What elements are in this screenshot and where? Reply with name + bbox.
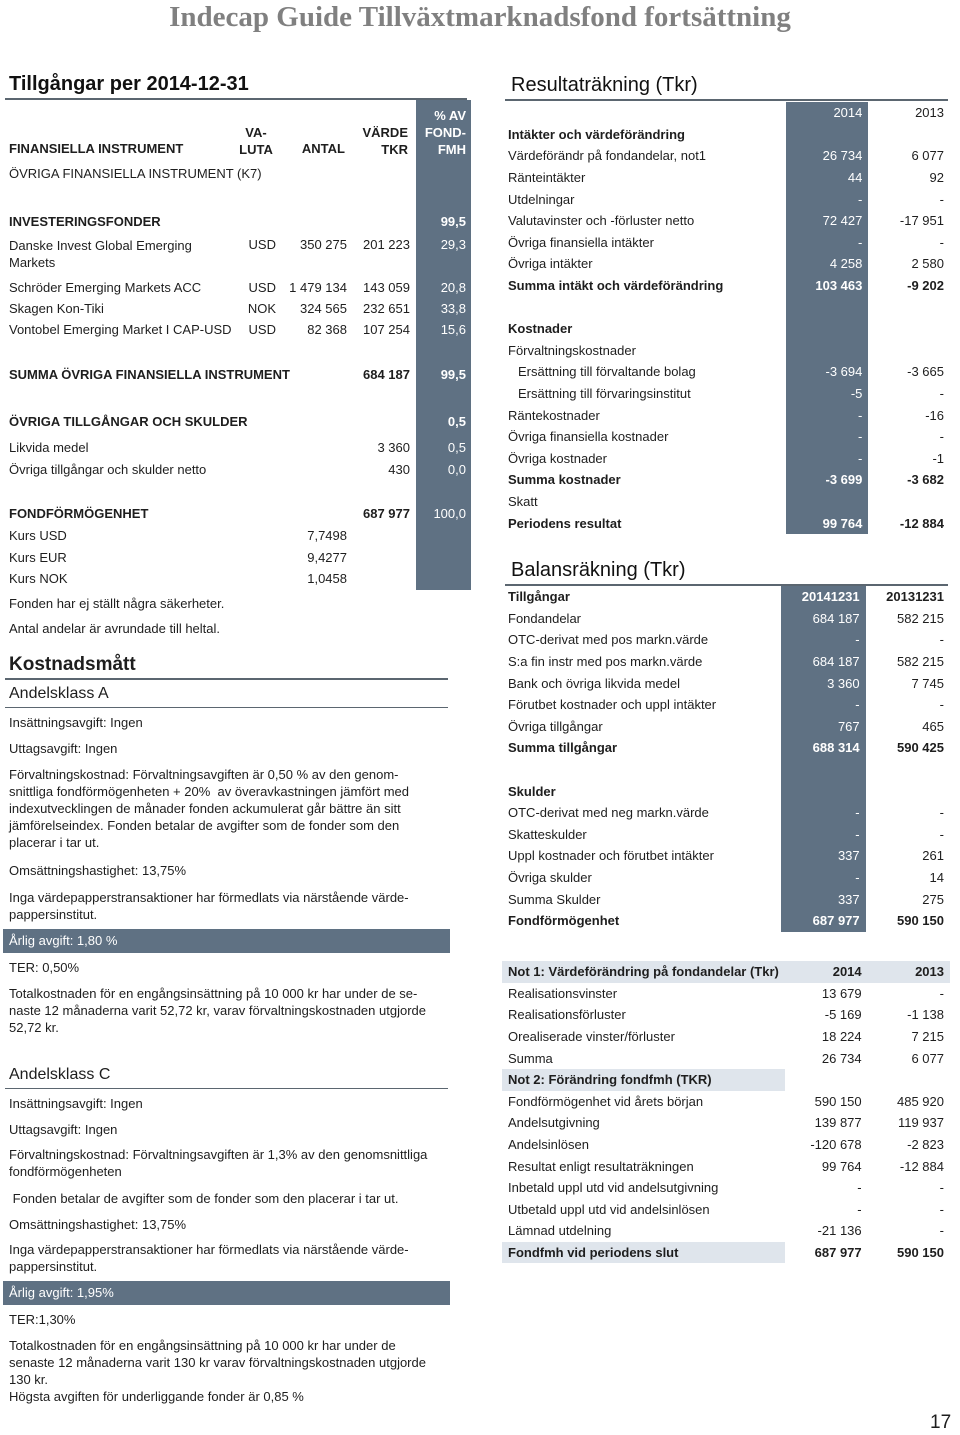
class-c-rule: [5, 1088, 448, 1089]
value-current: -3 694: [786, 361, 868, 383]
table-row: [502, 586, 950, 608]
row-label: Övriga skulder: [508, 870, 592, 886]
value-previous: -2 823: [907, 1137, 944, 1153]
value-previous: -: [939, 985, 944, 1001]
fund-currency: USD: [248, 237, 276, 252]
table-row: [502, 629, 950, 651]
value-current: -5: [786, 383, 868, 405]
row-label: Ränteintäkter: [508, 170, 586, 186]
table-row: [502, 1091, 950, 1113]
value-current: 44: [786, 167, 868, 189]
class-c-mgmt-cost: Förvaltningskostnad: Förvaltningsavgiften är 1,3% av den genomsnittliga fondförmögenheten: [9, 1147, 428, 1179]
value-current: [786, 340, 868, 362]
sum-instruments-label: SUMMA ÖVRIGA FINANSIELLA INSTRUMENT: [9, 367, 290, 382]
table-row: [502, 167, 950, 189]
value-previous: 2013: [915, 105, 944, 121]
value-current: 337: [781, 845, 865, 867]
value-previous: 275: [922, 891, 944, 907]
value-previous: -: [939, 234, 944, 250]
table-row: [502, 1112, 950, 1134]
fund-name: Schröder Emerging Markets ACC: [9, 280, 202, 295]
holdings-note-rounding: Antal andelar är avrundade till heltal.: [9, 621, 221, 636]
class-a-exit-fee: Uttagsavgift: Ingen: [9, 741, 118, 756]
value-previous: -: [939, 697, 944, 713]
table-row: [502, 318, 950, 340]
class-c-no-transactions: Inga värdepapperstransaktioner har förmedlats via närstående värde- pappersinstitut.: [9, 1242, 409, 1274]
value-previous: [866, 759, 950, 781]
balance-heading: Balansräkning (Tkr): [511, 559, 686, 581]
class-a-ter: TER: 0,50%: [9, 960, 80, 975]
value-previous: -: [939, 386, 944, 402]
value-current: -: [786, 232, 868, 254]
table-row: [502, 448, 950, 470]
table-row: [502, 188, 950, 210]
table-row: [502, 1004, 950, 1026]
table-row: [502, 910, 950, 932]
row-label: OTC-derivat med pos markn.värde: [508, 632, 709, 648]
rate-label: Kurs EUR: [9, 550, 67, 565]
row-label: Skatt: [508, 493, 538, 509]
table-row: [502, 867, 950, 889]
row-label: Fondförmögenhet vid årets början: [508, 1093, 704, 1109]
fund-currency: USD: [248, 280, 276, 295]
note1-header: [502, 961, 950, 983]
value-current: 684 187: [781, 651, 865, 673]
value-current: [781, 759, 865, 781]
value-current: -: [786, 448, 868, 470]
table-row: [502, 1155, 950, 1177]
sum-instruments-value: 684 187: [363, 367, 410, 382]
value-previous: 7 745: [911, 675, 944, 691]
value-current: 99 764: [821, 1158, 862, 1174]
table-row: [502, 361, 950, 383]
value-previous: 582 215: [897, 610, 944, 626]
row-label: Räntekostnader: [508, 407, 600, 423]
value-current: 687 977: [781, 910, 865, 932]
value-current: 2014: [786, 102, 868, 124]
value-previous: 6 077: [911, 1050, 944, 1066]
row-label: Kostnader: [508, 321, 573, 337]
value-previous: 2 580: [911, 256, 944, 272]
table-row: [502, 145, 950, 167]
value-previous: -3 682: [907, 472, 944, 488]
value-current: [785, 1069, 868, 1091]
table-row: [502, 1199, 950, 1221]
row-label: Summa: [508, 1050, 553, 1066]
rate-label: Kurs NOK: [9, 571, 68, 586]
row-label: Förutbet kostnader och uppl intäkter: [508, 697, 717, 713]
row-label: Övriga intäkter: [508, 256, 593, 272]
value-current: 26 734: [821, 1050, 862, 1066]
value-previous: -1 138: [907, 1007, 944, 1023]
value-previous: -16: [925, 407, 944, 423]
costs-heading: Kostnadsmått: [9, 654, 136, 675]
value-current: -: [857, 1180, 862, 1196]
table-row: [502, 888, 950, 910]
value-previous: 590 150: [897, 913, 944, 929]
row-label: Fondandelar: [508, 610, 581, 626]
row-label: Intäkter och värdeförändring: [508, 126, 685, 142]
col-header-pct: % AV FOND- FMH: [424, 108, 466, 157]
row-label: Not 1: Värdeförändring på fondandelar (Tkr): [502, 961, 785, 983]
table-row: [502, 210, 950, 232]
value-previous: 92: [929, 170, 944, 186]
rate-value: 7,7498: [307, 528, 347, 543]
class-c-total-cost: Totalkostnaden för en engångsinsättning på 10 000 kr har under de senaste 12 månaderna varit 130 kr varav förvaltningskostnaden utgjorde 130 kr. Högsta avgiften för underliggande fonder är 0,85 %: [9, 1338, 426, 1404]
value-current: -21 136: [817, 1223, 862, 1239]
fund-quantity: 1 479 134: [289, 280, 347, 295]
class-a-turnover: Omsättningshastighet: 13,75%: [9, 863, 187, 878]
value-previous: 20131231: [886, 589, 944, 605]
row-label: [502, 296, 786, 318]
value-previous: 2013: [868, 961, 950, 983]
class-a-rule: [5, 707, 448, 708]
value-previous: 485 920: [897, 1093, 944, 1109]
class-c-entry-fee: Insättningsavgift: Ingen: [9, 1096, 143, 1111]
value-current: -: [781, 824, 865, 846]
value-current: [781, 780, 865, 802]
value-previous: [868, 340, 950, 362]
col-header-value: VÄRDE TKR: [362, 125, 408, 157]
row-label: Periodens resultat: [508, 515, 622, 531]
income-rule: [505, 99, 948, 101]
table-row: [502, 737, 950, 759]
row-label: Skulder: [508, 783, 556, 799]
other-assets-pct: 0,5: [447, 414, 466, 429]
fund-value: 143 059: [363, 280, 410, 295]
value-current: 688 314: [781, 737, 865, 759]
value-previous: -: [939, 429, 944, 445]
value-current: 4 258: [786, 253, 868, 275]
value-current: -120 678: [810, 1137, 862, 1153]
value-current: 99 764: [786, 512, 868, 534]
other-pct: 0,0: [447, 462, 466, 477]
class-c-exit-fee: Uttagsavgift: Ingen: [9, 1122, 118, 1137]
value-current: 687 977: [814, 1245, 862, 1261]
col-header-currency: VA- LUTA: [239, 125, 273, 157]
class-a-mgmt-cost: Förvaltningskostnad: Förvaltningsavgiften är 0,50 % av den genom- snittliga fondförmögenheten + 20% av överavkastningen jämfört med indexutvecklingen de månader fonden ackumulerat går bättre än sitt jämförelseindex. Fonden betalar de avgifter som de fonder som den placerar i tar ut.: [9, 767, 409, 850]
other-label: Likvida medel: [9, 440, 89, 455]
value-current: -: [781, 629, 865, 651]
col-header-instrument: FINANSIELLA INSTRUMENT: [9, 141, 184, 156]
table-row: [502, 824, 950, 846]
table-row: [502, 802, 950, 824]
class-a-entry-fee: Insättningsavgift: Ingen: [9, 715, 143, 730]
value-previous: -12 884: [899, 515, 944, 531]
fund-quantity: 324 565: [300, 301, 347, 316]
value-previous: 590 150: [897, 1245, 944, 1261]
value-current: 139 877: [814, 1115, 862, 1131]
row-label: Resultat enligt resultaträkningen: [508, 1158, 694, 1174]
value-previous: -: [939, 1223, 944, 1239]
sum-instruments-pct: 99,5: [440, 367, 466, 382]
value-current: -: [786, 426, 868, 448]
note2-header: [502, 1069, 950, 1091]
balance-table: [502, 586, 950, 932]
value-current: [786, 318, 868, 340]
row-label: Övriga kostnader: [508, 450, 607, 466]
other-value: 3 360: [377, 440, 410, 455]
class-c-title: Andelsklass C: [9, 1066, 111, 1083]
value-current: -: [786, 188, 868, 210]
value-previous: -: [939, 826, 944, 842]
value-previous: [868, 1069, 950, 1091]
table-row: [502, 1177, 950, 1199]
fund-name: Skagen Kon-Tiki: [9, 301, 104, 316]
value-current: 590 150: [814, 1093, 862, 1109]
value-current: -: [781, 802, 865, 824]
table-row: [502, 1220, 950, 1242]
holdings-note-collateral: Fonden har ej ställt några säkerheter.: [9, 596, 225, 611]
class-c-annual-fee: Årlig avgift: 1,95%: [3, 1281, 450, 1305]
table-row: [502, 651, 950, 673]
value-current: 72 427: [786, 210, 868, 232]
fund-pct: 15,6: [440, 322, 466, 337]
row-label: Not 2: Förändring fondfmh (TKR): [502, 1069, 785, 1091]
table-row: [502, 232, 950, 254]
fund-quantity: 350 275: [300, 237, 347, 252]
table-row: [502, 1026, 950, 1048]
row-label: Ersättning till förvaringsinstitut: [518, 386, 691, 402]
rate-value: 1,0458: [307, 571, 347, 586]
table-row: [502, 124, 950, 146]
value-current: -5 169: [824, 1007, 862, 1023]
table-row: [502, 780, 950, 802]
value-previous: 465: [922, 718, 944, 734]
value-current: 103 463: [786, 275, 868, 297]
value-previous: 7 215: [911, 1029, 944, 1045]
row-label: Summa tillgångar: [508, 740, 618, 756]
table-row: [502, 1047, 950, 1069]
table-row: [502, 1242, 950, 1264]
fund-name: Vontobel Emerging Market I CAP-USD: [9, 322, 232, 337]
value-current: -: [857, 1201, 862, 1217]
row-label: Fondfmh vid periodens slut: [502, 1242, 785, 1264]
table-row: [502, 102, 950, 124]
row-label: Förvaltningskostnader: [508, 342, 636, 358]
holdings-heading: Tillgångar per 2014-12-31: [9, 73, 249, 95]
row-label: Realisationsvinster: [508, 985, 618, 1001]
fund-value: 201 223: [363, 237, 410, 252]
value-previous: -12 884: [899, 1158, 944, 1174]
value-previous: [868, 491, 950, 513]
value-previous: [866, 780, 950, 802]
value-previous: [868, 318, 950, 340]
table-row: [502, 759, 950, 781]
funds-heading: INVESTERINGSFONDER: [9, 214, 161, 229]
other-assets-heading: ÖVRIGA TILLGÅNGAR OCH SKULDER: [9, 414, 248, 429]
notes-table: [502, 961, 950, 1263]
value-current: 2014: [785, 961, 868, 983]
row-label: Summa intäkt och värdeförändring: [508, 278, 724, 294]
value-previous: -9 202: [907, 278, 944, 294]
value-previous: -3 665: [907, 364, 944, 380]
rate-label: Kurs USD: [9, 528, 67, 543]
row-label: Bank och övriga likvida medel: [508, 675, 680, 691]
table-row: [502, 1134, 950, 1156]
table-row: [502, 404, 950, 426]
class-c-turnover: Omsättningshastighet: 13,75%: [9, 1217, 187, 1232]
value-current: 18 224: [821, 1029, 862, 1045]
other-pct: 0,5: [447, 440, 466, 455]
other-value: 430: [388, 462, 410, 477]
table-row: [502, 426, 950, 448]
row-label: Andelsinlösen: [508, 1137, 589, 1153]
fund-pct: 20,8: [440, 280, 466, 295]
value-current: -: [781, 694, 865, 716]
value-current: 3 360: [781, 672, 865, 694]
fund-value: 232 651: [363, 301, 410, 316]
fund-pct: 29,3: [440, 237, 466, 252]
table-row: [502, 845, 950, 867]
table-row: [502, 296, 950, 318]
value-current: [786, 491, 868, 513]
value-previous: -1: [932, 450, 944, 466]
nav-label: FONDFÖRMÖGENHET: [9, 506, 149, 521]
fund-currency: USD: [248, 322, 276, 337]
value-previous: -: [939, 1201, 944, 1217]
value-current: 26 734: [786, 145, 868, 167]
value-previous: -17 951: [899, 213, 944, 229]
value-previous: -: [939, 632, 944, 648]
row-label: Utbetald uppl utd vid andelsinlösen: [508, 1201, 710, 1217]
row-label: Ersättning till förvaltande bolag: [518, 364, 696, 380]
value-previous: 582 215: [897, 654, 944, 670]
nav-pct: 100,0: [433, 506, 466, 521]
table-row: [502, 469, 950, 491]
row-label: Summa kostnader: [508, 472, 621, 488]
table-row: [502, 672, 950, 694]
row-label: Inbetald uppl utd vid andelsutgivning: [508, 1180, 719, 1196]
row-label: Summa Skulder: [508, 891, 601, 907]
class-c-fund-fees: Fonden betalar de avgifter som de fonder som den placerar i tar ut.: [9, 1191, 399, 1206]
row-label: S:a fin instr med pos markn.värde: [508, 654, 703, 670]
costs-rule: [5, 678, 448, 680]
value-current: -3 699: [786, 469, 868, 491]
class-a-total-cost: Totalkostnaden för en engångsinsättning på 10 000 kr har under de se- naste 12 månaderna varit 52,72 kr, varav förvaltningskostnaden utgjorde 52,72 kr.: [9, 986, 426, 1035]
row-label: Övriga finansiella intäkter: [508, 234, 654, 250]
fund-name: Danske Invest Global Emerging Markets: [9, 238, 192, 270]
row-label: [502, 759, 781, 781]
row-label: Övriga tillgångar: [508, 718, 603, 734]
value-current: -: [786, 404, 868, 426]
row-label: Lämnad utdelning: [508, 1223, 612, 1239]
table-row: [502, 512, 950, 534]
page-number: 17: [930, 1412, 952, 1433]
class-a-no-transactions: Inga värdepapperstransaktioner har förmedlats via närstående värde- pappersinstitut.: [9, 890, 409, 922]
value-previous: 590 425: [897, 740, 944, 756]
class-c-ter: TER:1,30%: [9, 1312, 76, 1327]
income-table: [502, 102, 950, 534]
table-row: [502, 716, 950, 738]
section-other-instruments: ÖVRIGA FINANSIELLA INSTRUMENT (K7): [9, 166, 262, 181]
class-a-title: Andelsklass A: [9, 685, 109, 702]
value-previous: 261: [922, 848, 944, 864]
row-label: Realisationsförluster: [508, 1007, 626, 1023]
value-previous: -: [939, 805, 944, 821]
value-current: 767: [781, 716, 865, 738]
value-current: -: [781, 867, 865, 889]
income-heading: Resultaträkning (Tkr): [511, 74, 698, 96]
holdings-rule: [5, 98, 467, 100]
row-label: Andelsutgivning: [508, 1115, 600, 1131]
table-row: [502, 340, 950, 362]
row-label: Skatteskulder: [508, 826, 587, 842]
table-row: [502, 608, 950, 630]
value-previous: 6 077: [911, 148, 944, 164]
table-row: [502, 694, 950, 716]
funds-pct: 99,5: [440, 214, 466, 229]
value-current: 684 187: [781, 608, 865, 630]
value-previous: 14: [929, 870, 944, 886]
nav-value: 687 977: [363, 506, 410, 521]
col-header-quantity: ANTAL: [301, 141, 345, 156]
row-label: Utdelningar: [508, 191, 575, 207]
row-label: Orealiserade vinster/förluster: [508, 1029, 675, 1045]
value-current: [786, 296, 868, 318]
value-previous: 119 937: [897, 1115, 944, 1131]
value-previous: -: [939, 191, 944, 207]
value-current: 20141231: [781, 586, 865, 608]
table-row: [502, 383, 950, 405]
value-current: 337: [781, 888, 865, 910]
table-row: [502, 491, 950, 513]
fund-quantity: 82 368: [307, 322, 347, 337]
row-label: Övriga finansiella kostnader: [508, 429, 669, 445]
row-label: Värdeförändr på fondandelar, not1: [508, 148, 707, 164]
class-a-annual-fee: Årlig avgift: 1,80 %: [3, 929, 450, 953]
fund-pct: 33,8: [440, 301, 466, 316]
value-current: 13 679: [821, 985, 862, 1001]
rate-value: 9,4277: [307, 550, 347, 565]
row-label: Uppl kostnader och förutbet intäkter: [508, 848, 714, 864]
value-previous: -: [939, 1180, 944, 1196]
page-title: Indecap Guide Tillväxtmarknadsfond fortsättning: [169, 1, 791, 33]
row-label: Valutavinster och -förluster netto: [508, 213, 695, 229]
value-previous: [868, 124, 950, 146]
fund-currency: NOK: [247, 301, 276, 316]
fund-value: 107 254: [363, 322, 410, 337]
table-row: [502, 983, 950, 1005]
value-previous: [868, 296, 950, 318]
other-label: Övriga tillgångar och skulder netto: [9, 462, 207, 477]
table-row: [502, 253, 950, 275]
row-label: OTC-derivat med neg markn.värde: [508, 805, 709, 821]
row-label: Fondförmögenhet: [508, 913, 620, 929]
row-label: [502, 102, 786, 124]
table-row: [502, 275, 950, 297]
row-label: Tillgångar: [508, 589, 570, 605]
value-current: [786, 124, 868, 146]
